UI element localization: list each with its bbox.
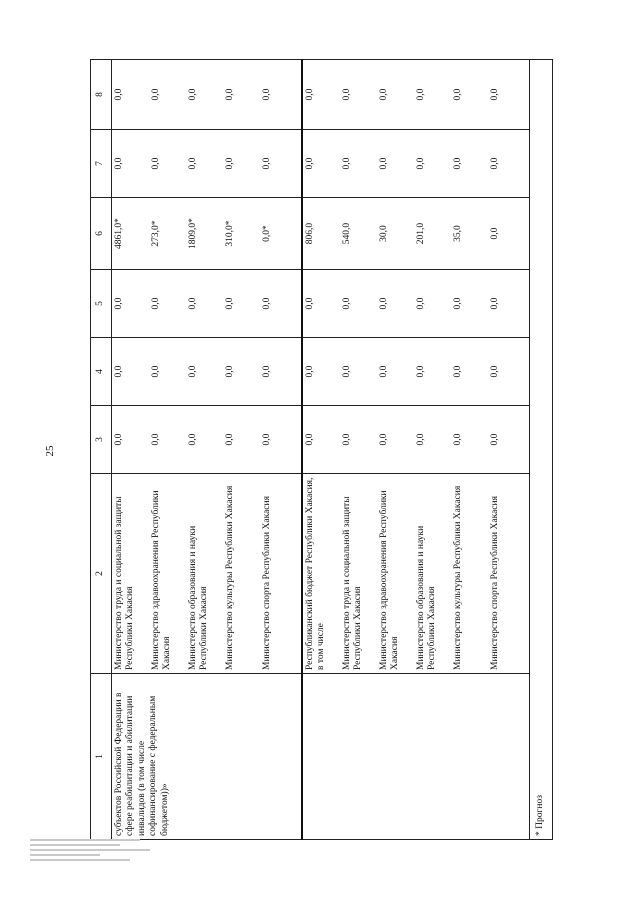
executor-name: Министерство культуры Республики Хакасия — [453, 485, 463, 670]
col7-cell — [302, 130, 530, 198]
value-v8: 0,0 — [453, 88, 463, 101]
executor-name: Министерство здравоохранения Республики Хакасия — [379, 490, 401, 670]
value-v5: 0,0 — [188, 297, 198, 310]
value-v5: 0,0 — [262, 297, 272, 310]
value-v5: 0,0 — [305, 297, 315, 310]
col7-cell — [112, 130, 303, 198]
value-v3: 0,0 — [114, 433, 124, 446]
value-v4: 0,0 — [453, 365, 463, 378]
value-v3: 0,0 — [305, 433, 315, 446]
value-v8: 0,0 — [262, 88, 272, 101]
executor-name: Министерство здравоохранения Республики Хакасия — [151, 490, 173, 670]
executor-name: Министерство спорта Республики Хакасия — [262, 496, 272, 670]
executor-name: Министерство образования и науки Республики Хакасия — [416, 525, 438, 670]
value-v4: 0,0 — [416, 365, 426, 378]
value-v4: 0,0 — [114, 365, 124, 378]
value-v8: 0,0 — [305, 88, 315, 101]
value-v4: 0,0 — [262, 365, 272, 378]
col6-cell — [302, 198, 530, 270]
value-v6: 273,0* — [151, 220, 161, 247]
value-v7: 0,0 — [151, 157, 161, 170]
program-description-cell: субъектов Российской Федерации в сфере реабилитации и абилитации инвалидов (в том числе софинансирование с федеральным бюджетом))» — [112, 674, 303, 840]
value-v7: 0,0 — [342, 157, 352, 170]
header-cell: 7 — [91, 130, 112, 198]
value-v5: 0,0 — [114, 297, 124, 310]
value-v5: 0,0 — [453, 297, 463, 310]
value-v6: 1809,0* — [188, 218, 198, 249]
value-v4: 0,0 — [379, 365, 389, 378]
value-v6: 35,0 — [453, 225, 463, 242]
value-v6: 540,0 — [342, 222, 352, 245]
page-number: 25 — [44, 445, 56, 457]
value-v8: 0,0 — [379, 88, 389, 101]
executor-cell — [112, 474, 303, 674]
col3-cell — [112, 406, 303, 474]
budget-table — [90, 59, 553, 840]
footnote: * Прогноз — [530, 60, 553, 840]
value-v3: 0,0 — [453, 433, 463, 446]
rotated-table-container — [90, 60, 608, 840]
value-v8: 0,0 — [151, 88, 161, 101]
value-v4: 0,0 — [490, 365, 500, 378]
col5-cell — [302, 270, 530, 338]
value-v7: 0,0 — [225, 157, 235, 170]
value-v6: 201,0 — [416, 222, 426, 245]
header-cell: 8 — [91, 60, 112, 130]
value-v7: 0,0 — [416, 157, 426, 170]
header-cell: 5 — [91, 270, 112, 338]
executor-name: Министерство труда и социальной защиты Республики Хакасия — [342, 496, 364, 670]
value-v8: 0,0 — [114, 88, 124, 101]
value-v7: 0,0 — [379, 157, 389, 170]
header-cell: 3 — [91, 406, 112, 474]
value-v6: 0,0* — [262, 225, 272, 242]
value-v7: 0,0 — [453, 157, 463, 170]
value-v7: 0,0 — [490, 157, 500, 170]
value-v4: 0,0 — [342, 365, 352, 378]
value-v7: 0,0 — [305, 157, 315, 170]
value-v8: 0,0 — [342, 88, 352, 101]
col8-cell — [112, 60, 303, 130]
value-v5: 0,0 — [490, 297, 500, 310]
value-v6: 310,0* — [225, 220, 235, 247]
executor-name: Республиканский бюджет Республики Хакасия, в том числе — [305, 477, 327, 670]
header-cell: 6 — [91, 198, 112, 270]
header-cell: 1 — [91, 674, 112, 840]
col4-cell — [302, 338, 530, 406]
block1-row — [112, 60, 303, 840]
value-v5: 0,0 — [379, 297, 389, 310]
value-v7: 0,0 — [114, 157, 124, 170]
executor-cell — [302, 474, 530, 674]
empty-cell — [302, 674, 530, 840]
value-v8: 0,0 — [225, 88, 235, 101]
value-v3: 0,0 — [379, 433, 389, 446]
value-v5: 0,0 — [342, 297, 352, 310]
faint-stamp-marks — [30, 836, 160, 896]
col8-cell — [302, 60, 530, 130]
value-v5: 0,0 — [151, 297, 161, 310]
value-v4: 0,0 — [225, 365, 235, 378]
header-cell: 4 — [91, 338, 112, 406]
header-cell: 2 — [91, 474, 112, 674]
value-v6: 30,0 — [379, 225, 389, 242]
col5-cell — [112, 270, 303, 338]
value-v3: 0,0 — [262, 433, 272, 446]
value-v3: 0,0 — [188, 433, 198, 446]
col4-cell — [112, 338, 303, 406]
executor-name: Министерство спорта Республики Хакасия — [490, 496, 500, 670]
value-v4: 0,0 — [305, 365, 315, 378]
value-v6: 0,0 — [490, 227, 500, 240]
value-v8: 0,0 — [490, 88, 500, 101]
value-v5: 0,0 — [225, 297, 235, 310]
executor-name: Министерство культуры Республики Хакасия — [225, 485, 235, 670]
value-v3: 0,0 — [225, 433, 235, 446]
value-v3: 0,0 — [490, 433, 500, 446]
value-v3: 0,0 — [151, 433, 161, 446]
executor-name: Министерство образования и науки Республики Хакасия — [188, 525, 210, 670]
value-v8: 0,0 — [188, 88, 198, 101]
col6-cell — [112, 198, 303, 270]
footnote-row — [530, 60, 553, 840]
value-v4: 0,0 — [151, 365, 161, 378]
header-row — [91, 60, 112, 840]
value-v6: 806,0 — [305, 222, 315, 245]
value-v7: 0,0 — [188, 157, 198, 170]
block2-row — [302, 60, 530, 840]
value-v4: 0,0 — [188, 365, 198, 378]
value-v3: 0,0 — [416, 433, 426, 446]
value-v5: 0,0 — [416, 297, 426, 310]
value-v6: 4861,0* — [114, 218, 124, 249]
value-v3: 0,0 — [342, 433, 352, 446]
value-v7: 0,0 — [262, 157, 272, 170]
col3-cell — [302, 406, 530, 474]
executor-name: Министерство труда и социальной защиты Республики Хакасия — [114, 496, 136, 670]
value-v8: 0,0 — [416, 88, 426, 101]
